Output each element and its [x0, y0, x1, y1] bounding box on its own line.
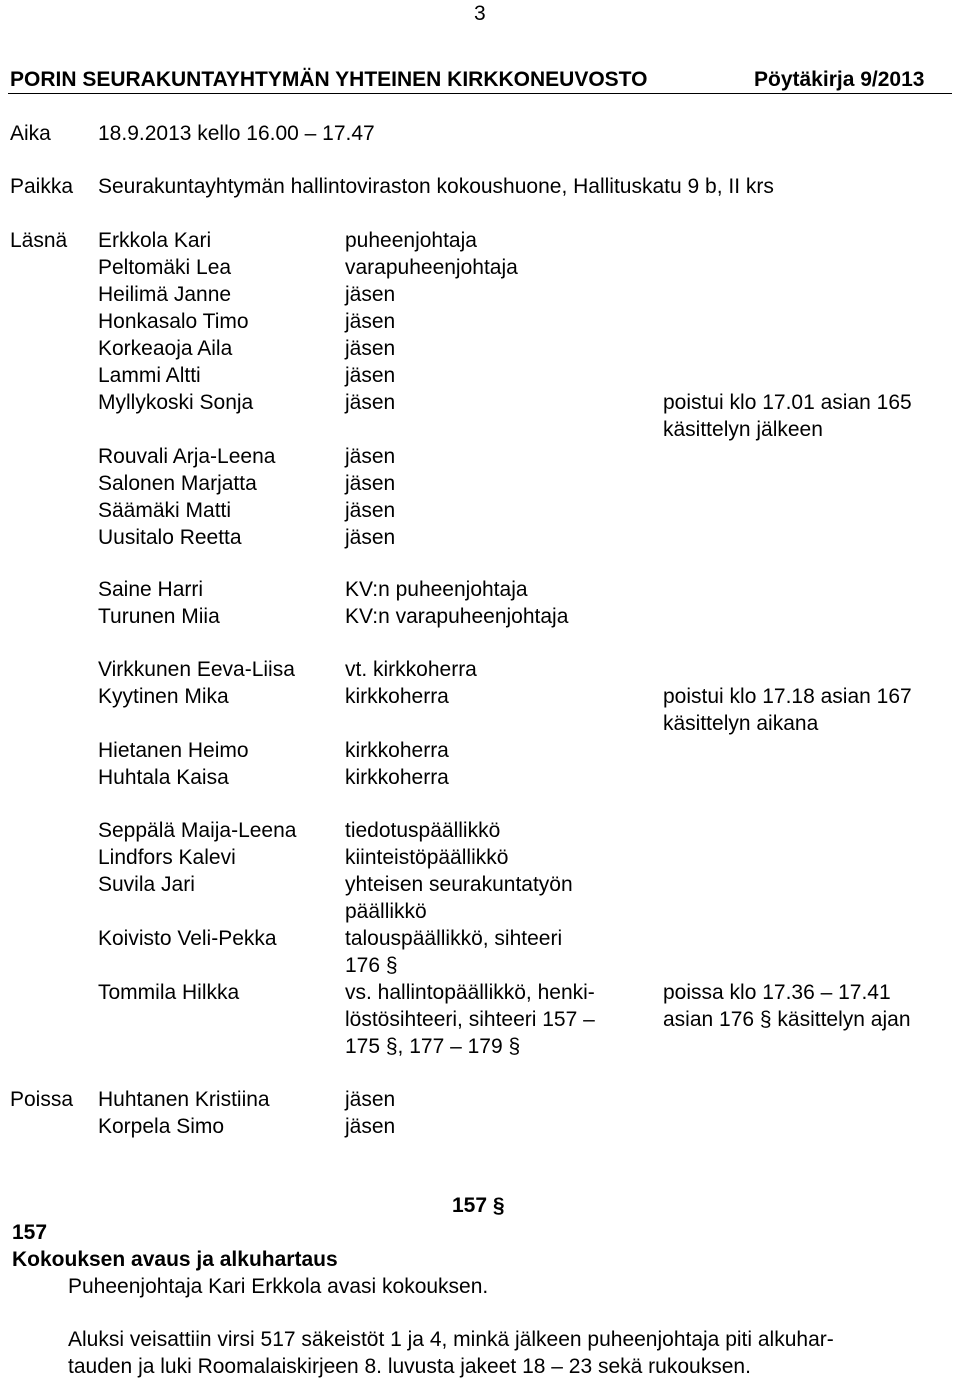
- attendee-role: kirkkoherra: [345, 685, 449, 708]
- attendee-role: jäsen: [345, 337, 396, 360]
- attendee-name: Lammi Altti: [98, 364, 201, 387]
- lasna-label: Läsnä: [10, 229, 68, 252]
- attendee-name: Uusitalo Reetta: [98, 526, 242, 549]
- paikka-label: Paikka: [10, 175, 74, 198]
- page-number: 3: [474, 2, 486, 25]
- attendee-note: poistui klo 17.18 asian 167: [663, 685, 912, 708]
- attendee-role: talouspäällikkö, sihteeri: [345, 927, 563, 950]
- attendee-role: kirkkoherra: [345, 739, 449, 762]
- attendee-name: Peltomäki Lea: [98, 256, 232, 279]
- attendee-role: jäsen: [345, 445, 396, 468]
- attendee-note: käsittelyn aikana: [663, 712, 819, 735]
- aika-label: Aika: [10, 122, 51, 145]
- section-center-number: 157 §: [452, 1194, 505, 1217]
- attendee-role: jäsen: [345, 472, 396, 495]
- attendee-note: poistui klo 17.01 asian 165: [663, 391, 912, 414]
- attendee-role-cont: päällikkö: [345, 900, 427, 923]
- attendee-name: Seppälä Maija-Leena: [98, 819, 297, 842]
- absent-name: Huhtanen Kristiina: [98, 1088, 270, 1111]
- attendee-role-cont: 175 §, 177 – 179 §: [345, 1035, 521, 1058]
- attendee-role-cont: 176 §: [345, 954, 398, 977]
- attendee-name: Korkeaoja Aila: [98, 337, 233, 360]
- absent-role: jäsen: [345, 1088, 396, 1111]
- attendee-role: KV:n puheenjohtaja: [345, 578, 528, 601]
- attendee-name: Salonen Marjatta: [98, 472, 257, 495]
- section-paragraph: Aluksi veisattiin virsi 517 säkeistöt 1 ja 4, minkä jälkeen puheenjohtaja piti alkuhar-: [68, 1328, 834, 1351]
- attendee-name: Saine Harri: [98, 578, 204, 601]
- poissa-label: Poissa: [10, 1088, 74, 1111]
- attendee-role-cont: löstösihteeri, sihteeri 157 –: [345, 1008, 595, 1031]
- attendee-role: jäsen: [345, 526, 396, 549]
- attendee-role: yhteisen seurakuntatyön: [345, 873, 573, 896]
- attendee-note: poissa klo 17.36 – 17.41: [663, 981, 891, 1004]
- attendee-role: kirkkoherra: [345, 766, 449, 789]
- header-document: Pöytäkirja 9/2013: [754, 68, 925, 91]
- attendee-role: jäsen: [345, 283, 396, 306]
- attendee-role: jäsen: [345, 499, 396, 522]
- attendee-name: Suvila Jari: [98, 873, 195, 896]
- section-title: Kokouksen avaus ja alkuhartaus: [12, 1248, 338, 1271]
- header-organization: PORIN SEURAKUNTAYHTYMÄN YHTEINEN KIRKKONEUVOSTO: [10, 68, 648, 91]
- attendee-role: jäsen: [345, 364, 396, 387]
- attendee-name: Heilimä Janne: [98, 283, 232, 306]
- paikka-value: Seurakuntayhtymän hallintoviraston kokoushuone, Hallituskatu 9 b, II krs: [98, 175, 774, 198]
- absent-role: jäsen: [345, 1115, 396, 1138]
- attendee-role: kiinteistöpäällikkö: [345, 846, 509, 869]
- attendee-role: KV:n varapuheenjohtaja: [345, 605, 569, 628]
- section-number: 157: [12, 1221, 48, 1244]
- attendee-name: Huhtala Kaisa: [98, 766, 229, 789]
- attendee-name: Kyytinen Mika: [98, 685, 229, 708]
- attendee-note: asian 176 § käsittelyn ajan: [663, 1008, 911, 1031]
- attendee-name: Honkasalo Timo: [98, 310, 249, 333]
- absent-name: Korpela Simo: [98, 1115, 225, 1138]
- section-paragraph: Puheenjohtaja Kari Erkkola avasi kokouksen.: [68, 1275, 489, 1298]
- attendee-role: tiedotuspäällikkö: [345, 819, 501, 842]
- attendee-name: Tommila Hilkka: [98, 981, 240, 1004]
- attendee-name: Erkkola Kari: [98, 229, 212, 252]
- attendee-role: jäsen: [345, 310, 396, 333]
- attendee-name: Virkkunen Eeva-Liisa: [98, 658, 295, 681]
- attendee-name: Hietanen Heimo: [98, 739, 249, 762]
- attendee-note: käsittelyn jälkeen: [663, 418, 823, 441]
- attendee-role: puheenjohtaja: [345, 229, 477, 252]
- section-paragraph: tauden ja luki Roomalaiskirjeen 8. luvusta jakeet 18 – 23 sekä rukouksen.: [68, 1355, 751, 1378]
- attendee-name: Turunen Miia: [98, 605, 220, 628]
- aika-value: 18.9.2013 kello 16.00 – 17.47: [98, 122, 375, 145]
- attendee-name: Säämäki Matti: [98, 499, 232, 522]
- attendee-name: Lindfors Kalevi: [98, 846, 236, 869]
- attendee-name: Koivisto Veli-Pekka: [98, 927, 277, 950]
- attendee-role: vt. kirkkoherra: [345, 658, 477, 681]
- attendee-name: Rouvali Arja-Leena: [98, 445, 276, 468]
- attendee-role: vs. hallintopäällikkö, henki-: [345, 981, 595, 1004]
- attendee-name: Myllykoski Sonja: [98, 391, 254, 414]
- header-rule: [8, 93, 952, 94]
- attendee-role: jäsen: [345, 391, 396, 414]
- attendee-role: varapuheenjohtaja: [345, 256, 518, 279]
